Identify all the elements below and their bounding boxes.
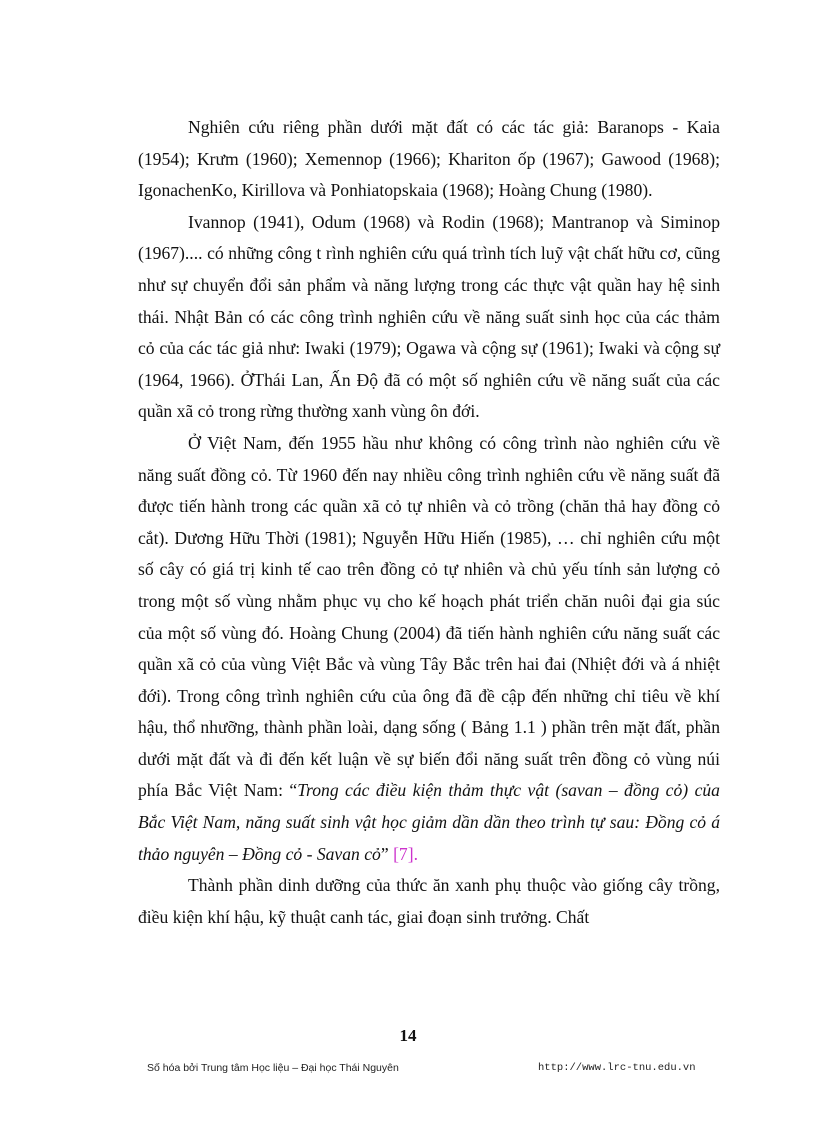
paragraph-4: Thành phần dinh dưỡng của thức ăn xanh phụ thuộc vào giống cây trồng, điều kiện khí hậu, kỹ thuật canh tác, giai đoạn sinh trưởng. Chất <box>138 875 720 927</box>
paragraph-3 <box>138 428 720 870</box>
paragraph-1: Nghiên cứu riêng phần dưới mặt đất có các tác giả: Baranops - Kaia (1954); Krưm (1960); Xemennop (1966); Khariton ốp (1967); Gawood (1968); IgonachenKo, Kirillova và Ponhiatopskaia (1968); Hoàng Chung (1980). <box>138 117 720 201</box>
quotation: Trong các điều kiện thảm thực vật (savan – đồng cỏ) của Bắc Việt Nam, năng suất sinh vật học giảm dần dần theo trình tự sau: Đồng cỏ á thảo nguyên – Đồng cỏ - Savan cỏ <box>138 780 720 864</box>
paragraph-2: Ivannop (1941), Odum (1968) và Rodin (1968); Mantranop và Siminop (1967).... có những công t rình nghiên cứu quá trình tích luỹ vật chất hữu cơ, cũng như sự chuyển đổi sản phẩm và năng lượng trong các thực vật quần hay hệ sinh thái. Nhật Bản có các công trình nghiên cứu về năng suất sinh học của các thảm cỏ của các tác giả như: Iwaki (1979); Ogawa và cộng sự (1961); Iwaki và cộng sự (1964, 1966). ỞThái Lan, Ấn Độ đã có một số nghiên cứu về năng suất của các quần xã cỏ trong rừng thường xanh vùng ôn đới. <box>138 211 720 422</box>
page-number: 14 <box>399 1026 417 1045</box>
paragraph-3-text: Ở Việt Nam, đến 1955 hầu như không có công trình nào nghiên cứu về năng suất đồng cỏ. Từ 1960 đến nay nhiều công trình nghiên cứu về năng suất đã được tiến hành trong các quần xã cỏ tự nhiên và cỏ trồng (chăn thả hay đồng cỏ cắt). Dương Hữu Thời (1981); Nguyễn Hữu Hiến (1985), … chỉ nghiên cứu một số cây có giá trị kinh tế cao trên đồng cỏ tự nhiên và chủ yếu tính sản lượng cỏ trong một số vùng nhằm phục vụ cho kế hoạch phát triển chăn nuôi đại gia súc của một số vùng đó. Hoàng Chung (2004) đã tiến hành nghiên cứu năng suất các quần xã cỏ của vùng Việt Bắc và vùng Tây Bắc trên hai đai (Nhiệt đới và á nhiệt đới). Trong công trình nghiên cứu của ông đã đề cập đến những chỉ tiêu về khí hậu, thổ nhưỡng, thành phần loài, dạng sống ( Bảng 1.1 ) phần trên mặt đất, phần dưới mặt đất và đi đến kết luận về sự biến đổi năng suất trên đồng cỏ vùng núi phía Bắc Việt Nam: “ <box>138 432 720 801</box>
citation-link[interactable]: [7]. <box>393 843 418 864</box>
footer-source: Số hóa bởi Trung tâm Học liệu – Đại học Thái Nguyên <box>147 1062 399 1074</box>
footer-url[interactable]: http://www.lrc-tnu.edu.vn <box>538 1062 696 1074</box>
quotation-close: ” <box>380 843 394 864</box>
document-body <box>138 112 720 933</box>
